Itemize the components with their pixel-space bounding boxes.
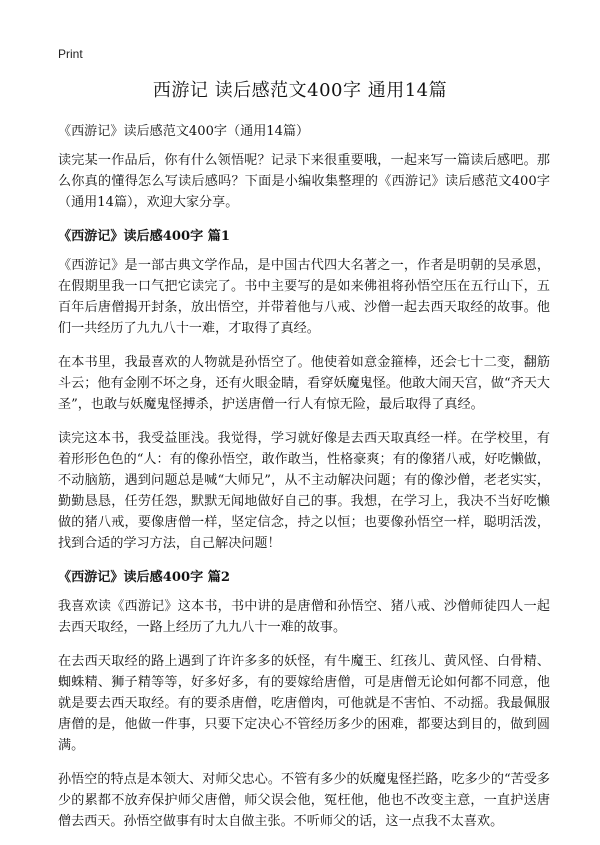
article-body xyxy=(58,121,550,845)
article-subtitle: 《西游记》读后感范文400字（通用14篇） xyxy=(58,124,310,139)
intro-paragraph: 读完某一作品后，你有什么领悟呢？记录下来很重要哦，一起来写一篇读后感吧。那么你真的懂得怎么写读后感吗？下面是小编收集整理的《西游记》读后感范文400字（通用14篇），欢迎大家分享。 xyxy=(58,153,550,210)
section-2-paragraph-2: 在去西天取经的路上遇到了许许多多的妖怪，有牛魔王、红孩儿、黄风怪、白骨精、蜘蛛精、狮子精等等，好多好多，有的要嫁给唐僧，可是唐僧无论如何都不同意，他就是要去西天取经。有的要杀唐僧，吃唐僧肉，可他就是不害怕、不动摇。我最佩服唐僧的是，他做一件事，只要下定决心不管经历多少的困难，都要达到目的，做到圆满。 xyxy=(58,654,550,753)
section-1-paragraph-3: 读完这本书，我受益匪浅。我觉得，学习就好像是去西天取真经一样。在学校里，有着形形色色的“人：有的像孙悟空，敢作敢当，性格豪爽；有的像猪八戒，好吃懒做，不动脑筋，遇到问题总是喊“大师兄”，从不主动解决问题；有的像沙僧，老老实实，勤勤恳恳，任劳任怨，默默无闻地做好自己的事。我想，在学习上，我决不当好吃懒做的猪八戒，要像唐僧一样，坚定信念，持之以恒；也要像孙悟空一样，聪明活泼，找到合适的学习方法，自己解决问题！ xyxy=(58,431,550,551)
section-2-paragraph-1: 我喜欢读《西游记》这本书，书中讲的是唐僧和孙悟空、猪八戒、沙僧师徒四人一起去西天取经，一路上经历了九九八十一难的故事。 xyxy=(58,599,550,635)
section-1 xyxy=(58,226,550,554)
section-2 xyxy=(58,567,550,832)
section-heading: 《西游记》读后感400字 篇2 xyxy=(58,570,230,585)
section-1-paragraph-1: 《西游记》是一部古典文学作品，是中国古代四大名著之一，作者是明朝的吴承恩，在假期里我一口气把它读完了。书中主要写的是如来佛祖将孙悟空压在五行山下，五百年后唐僧揭开封条，放出悟空，并带着他与八戒、沙僧一起去西天取经的故事。他们一共经历了九九八十一难，才取得了真经。 xyxy=(58,258,550,336)
page-title: 西游记 读后感范文400字 通用14篇 xyxy=(152,80,448,101)
print-link[interactable]: Print xyxy=(58,47,83,61)
section-1-paragraph-2: 在本书里，我最喜欢的人物就是孙悟空了。他使着如意金箍棒，还会七十二变，翻筋斗云；他有金刚不坏之身，还有火眼金睛，看穿妖魔鬼怪。他敢大闹天宫，做“齐天大圣”，也敢与妖魔鬼怪搏杀，护送唐僧一行人有惊无险，最后取得了真经。 xyxy=(58,355,550,412)
section-heading: 《西游记》读后感400字 篇1 xyxy=(58,229,230,244)
section-2-paragraph-3: 孙悟空的特点是本领大、对师父忠心。不管有多少的妖魔鬼怪拦路，吃多少的“苦受多少的累都不放弃保护师父唐僧，师父误会他，冤枉他，他也不改变主意，一直护送唐僧去西天。孙悟空做事有时太自做主张。不听师父的话，这一点我不太喜欢。 xyxy=(58,772,550,829)
